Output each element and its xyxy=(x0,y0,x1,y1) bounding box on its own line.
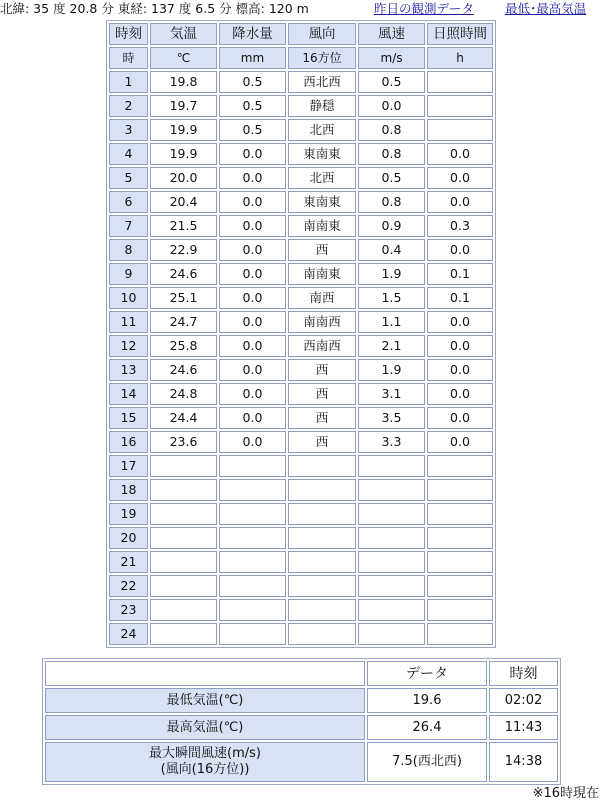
unit-precip: mm xyxy=(219,47,286,69)
min-max-temp-link[interactable]: 最低･最高気温 xyxy=(505,1,587,16)
cell-hour: 17 xyxy=(109,455,148,477)
header-row xyxy=(109,23,493,45)
cell-precip xyxy=(219,575,286,597)
cell-hour: 10 xyxy=(109,287,148,309)
summary-time: 02:02 xyxy=(489,688,558,713)
cell-sunshine: 0.1 xyxy=(427,263,493,285)
cell-wind-dir: 北西 xyxy=(288,119,356,141)
table-row xyxy=(109,479,493,501)
cell-hour: 21 xyxy=(109,551,148,573)
table-row xyxy=(109,263,493,285)
cell-sunshine xyxy=(427,71,493,93)
summary-header-data: データ xyxy=(367,661,487,686)
cell-wind-speed xyxy=(358,455,425,477)
cell-wind-speed xyxy=(358,599,425,621)
cell-temp: 20.0 xyxy=(150,167,217,189)
header-wind-dir: 風向 xyxy=(288,23,356,45)
cell-hour: 1 xyxy=(109,71,148,93)
header-temp: 気温 xyxy=(150,23,217,45)
cell-wind-speed xyxy=(358,575,425,597)
cell-precip xyxy=(219,551,286,573)
unit-wind-speed: m/s xyxy=(358,47,425,69)
cell-wind-speed: 0.9 xyxy=(358,215,425,237)
cell-sunshine xyxy=(427,503,493,525)
cell-wind-speed: 3.3 xyxy=(358,431,425,453)
cell-temp: 24.7 xyxy=(150,311,217,333)
cell-sunshine xyxy=(427,527,493,549)
table-row xyxy=(109,551,493,573)
cell-hour: 14 xyxy=(109,383,148,405)
cell-sunshine xyxy=(427,95,493,117)
cell-wind-dir: 南南東 xyxy=(288,215,356,237)
cell-temp: 23.6 xyxy=(150,431,217,453)
summary-time: 14:38 xyxy=(489,742,558,782)
summary-label: 最高気温(℃) xyxy=(45,715,365,740)
cell-wind-speed: 3.5 xyxy=(358,407,425,429)
cell-wind-dir: 西 xyxy=(288,239,356,261)
summary-value: 19.6 xyxy=(367,688,487,713)
cell-wind-dir xyxy=(288,479,356,501)
cell-temp: 24.4 xyxy=(150,407,217,429)
cell-precip: 0.0 xyxy=(219,311,286,333)
cell-temp: 25.1 xyxy=(150,287,217,309)
cell-wind-dir: 西 xyxy=(288,383,356,405)
table-row xyxy=(109,431,493,453)
yesterday-data-link[interactable]: 昨日の観測データ xyxy=(374,1,475,16)
current-time-note: ※16時現在 xyxy=(532,786,599,801)
cell-wind-speed: 0.8 xyxy=(358,119,425,141)
summary-row-max-gust xyxy=(45,742,558,782)
cell-wind-dir xyxy=(288,599,356,621)
cell-precip: 0.0 xyxy=(219,263,286,285)
table-row xyxy=(109,383,493,405)
table-row xyxy=(109,527,493,549)
header-sunshine: 日照時間 xyxy=(427,23,493,45)
cell-temp: 19.9 xyxy=(150,119,217,141)
cell-wind-dir: 西 xyxy=(288,359,356,381)
cell-temp: 19.7 xyxy=(150,95,217,117)
cell-wind-speed: 0.4 xyxy=(358,239,425,261)
cell-hour: 5 xyxy=(109,167,148,189)
cell-hour: 7 xyxy=(109,215,148,237)
cell-wind-speed xyxy=(358,527,425,549)
cell-wind-speed xyxy=(358,551,425,573)
cell-hour: 16 xyxy=(109,431,148,453)
cell-sunshine xyxy=(427,479,493,501)
cell-wind-dir: 西 xyxy=(288,407,356,429)
cell-wind-dir: 東南東 xyxy=(288,143,356,165)
cell-temp: 24.6 xyxy=(150,263,217,285)
cell-sunshine xyxy=(427,599,493,621)
summary-row-min-temp xyxy=(45,688,558,713)
cell-sunshine xyxy=(427,119,493,141)
cell-temp xyxy=(150,479,217,501)
table-row xyxy=(109,455,493,477)
cell-precip: 0.0 xyxy=(219,239,286,261)
cell-wind-speed: 0.5 xyxy=(358,71,425,93)
cell-wind-dir xyxy=(288,623,356,645)
cell-precip xyxy=(219,503,286,525)
cell-precip: 0.0 xyxy=(219,407,286,429)
table-row xyxy=(109,167,493,189)
summary-header-blank xyxy=(45,661,365,686)
cell-precip: 0.0 xyxy=(219,215,286,237)
cell-temp: 21.5 xyxy=(150,215,217,237)
cell-temp: 25.8 xyxy=(150,335,217,357)
cell-wind-speed: 2.1 xyxy=(358,335,425,357)
table-row xyxy=(109,359,493,381)
cell-wind-dir: 北西 xyxy=(288,167,356,189)
cell-precip: 0.0 xyxy=(219,359,286,381)
cell-hour: 24 xyxy=(109,623,148,645)
cell-sunshine: 0.3 xyxy=(427,215,493,237)
summary-label: 最大瞬間風速(m/s) (風向(16方位)) xyxy=(45,742,365,782)
cell-hour: 22 xyxy=(109,575,148,597)
table-row xyxy=(109,239,493,261)
cell-wind-dir xyxy=(288,527,356,549)
cell-wind-speed: 0.0 xyxy=(358,95,425,117)
table-row xyxy=(109,287,493,309)
cell-wind-speed: 1.5 xyxy=(358,287,425,309)
unit-sunshine: h xyxy=(427,47,493,69)
location-info: 北緯: 35 度 20.8 分 東経: 137 度 6.5 分 標高: 120 m xyxy=(0,1,309,16)
summary-row-max-temp xyxy=(45,715,558,740)
cell-sunshine: 0.0 xyxy=(427,359,493,381)
summary-label: 最低気温(℃) xyxy=(45,688,365,713)
table-row xyxy=(109,335,493,357)
cell-temp xyxy=(150,455,217,477)
summary-time: 11:43 xyxy=(489,715,558,740)
cell-temp xyxy=(150,623,217,645)
cell-wind-dir xyxy=(288,575,356,597)
unit-wind-dir: 16方位 xyxy=(288,47,356,69)
cell-hour: 6 xyxy=(109,191,148,213)
cell-wind-dir: 西北西 xyxy=(288,71,356,93)
cell-sunshine: 0.0 xyxy=(427,191,493,213)
cell-temp: 20.4 xyxy=(150,191,217,213)
cell-hour: 4 xyxy=(109,143,148,165)
header-precip: 降水量 xyxy=(219,23,286,45)
cell-sunshine: 0.0 xyxy=(427,167,493,189)
cell-temp: 22.9 xyxy=(150,239,217,261)
summary-header-time: 時刻 xyxy=(489,661,558,686)
cell-temp xyxy=(150,575,217,597)
cell-sunshine: 0.0 xyxy=(427,383,493,405)
cell-hour: 23 xyxy=(109,599,148,621)
cell-sunshine: 0.0 xyxy=(427,311,493,333)
cell-sunshine xyxy=(427,623,493,645)
table-row xyxy=(109,623,493,645)
cell-hour: 3 xyxy=(109,119,148,141)
daily-summary-table xyxy=(42,658,561,785)
cell-precip: 0.0 xyxy=(219,287,286,309)
table-row xyxy=(109,143,493,165)
cell-wind-dir: 西 xyxy=(288,431,356,453)
info-bar xyxy=(0,0,603,18)
summary-value: 26.4 xyxy=(367,715,487,740)
cell-wind-speed xyxy=(358,503,425,525)
cell-sunshine: 0.0 xyxy=(427,407,493,429)
cell-wind-speed: 1.9 xyxy=(358,263,425,285)
table-row xyxy=(109,575,493,597)
summary-value: 7.5(西北西) xyxy=(367,742,487,782)
cell-wind-dir: 東南東 xyxy=(288,191,356,213)
cell-wind-speed xyxy=(358,623,425,645)
cell-hour: 18 xyxy=(109,479,148,501)
cell-hour: 11 xyxy=(109,311,148,333)
cell-precip: 0.5 xyxy=(219,119,286,141)
unit-temp: ℃ xyxy=(150,47,217,69)
unit-row xyxy=(109,47,493,69)
cell-sunshine: 0.0 xyxy=(427,239,493,261)
cell-wind-dir: 南南東 xyxy=(288,263,356,285)
header-hour: 時刻 xyxy=(109,23,148,45)
cell-precip: 0.0 xyxy=(219,431,286,453)
cell-wind-speed: 0.8 xyxy=(358,191,425,213)
cell-hour: 2 xyxy=(109,95,148,117)
header-wind-speed: 風速 xyxy=(358,23,425,45)
cell-hour: 20 xyxy=(109,527,148,549)
cell-wind-speed xyxy=(358,479,425,501)
cell-wind-speed: 0.8 xyxy=(358,143,425,165)
table-row xyxy=(109,119,493,141)
cell-sunshine xyxy=(427,455,493,477)
table-row xyxy=(109,407,493,429)
cell-hour: 19 xyxy=(109,503,148,525)
cell-wind-speed: 3.1 xyxy=(358,383,425,405)
cell-temp xyxy=(150,503,217,525)
cell-temp: 24.6 xyxy=(150,359,217,381)
cell-precip xyxy=(219,455,286,477)
cell-hour: 12 xyxy=(109,335,148,357)
cell-wind-dir xyxy=(288,503,356,525)
cell-hour: 13 xyxy=(109,359,148,381)
cell-sunshine: 0.0 xyxy=(427,335,493,357)
cell-precip xyxy=(219,623,286,645)
table-row xyxy=(109,95,493,117)
cell-sunshine: 0.0 xyxy=(427,431,493,453)
cell-wind-dir: 南南西 xyxy=(288,311,356,333)
table-row xyxy=(109,71,493,93)
cell-precip xyxy=(219,479,286,501)
cell-temp xyxy=(150,551,217,573)
summary-header-row xyxy=(45,661,558,686)
table-row xyxy=(109,311,493,333)
cell-sunshine xyxy=(427,551,493,573)
cell-precip: 0.0 xyxy=(219,335,286,357)
cell-wind-speed: 1.1 xyxy=(358,311,425,333)
cell-precip: 0.0 xyxy=(219,383,286,405)
hourly-observation-table xyxy=(106,20,496,648)
cell-hour: 15 xyxy=(109,407,148,429)
cell-precip xyxy=(219,599,286,621)
cell-wind-dir: 西南西 xyxy=(288,335,356,357)
cell-precip: 0.5 xyxy=(219,95,286,117)
cell-hour: 9 xyxy=(109,263,148,285)
cell-precip: 0.5 xyxy=(219,71,286,93)
cell-sunshine: 0.0 xyxy=(427,143,493,165)
cell-hour: 8 xyxy=(109,239,148,261)
cell-temp: 19.9 xyxy=(150,143,217,165)
cell-wind-speed: 0.5 xyxy=(358,167,425,189)
table-row xyxy=(109,215,493,237)
cell-precip: 0.0 xyxy=(219,167,286,189)
cell-wind-dir xyxy=(288,455,356,477)
cell-wind-dir xyxy=(288,551,356,573)
cell-temp: 24.8 xyxy=(150,383,217,405)
cell-wind-dir: 静穏 xyxy=(288,95,356,117)
table-row xyxy=(109,599,493,621)
cell-temp: 19.8 xyxy=(150,71,217,93)
table-row xyxy=(109,191,493,213)
cell-sunshine: 0.1 xyxy=(427,287,493,309)
cell-wind-dir: 南西 xyxy=(288,287,356,309)
cell-precip: 0.0 xyxy=(219,143,286,165)
table-row xyxy=(109,503,493,525)
cell-wind-speed: 1.9 xyxy=(358,359,425,381)
cell-precip: 0.0 xyxy=(219,191,286,213)
cell-sunshine xyxy=(427,575,493,597)
cell-precip xyxy=(219,527,286,549)
unit-hour: 時 xyxy=(109,47,148,69)
cell-temp xyxy=(150,527,217,549)
cell-temp xyxy=(150,599,217,621)
